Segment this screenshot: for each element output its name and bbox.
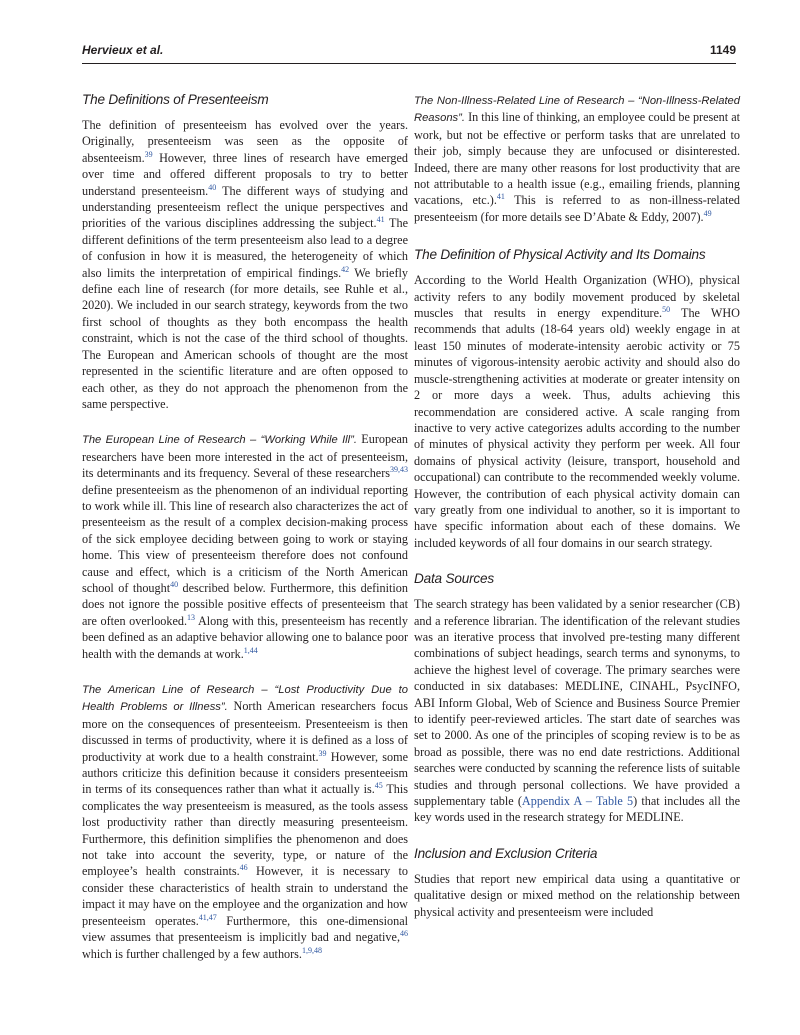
paragraph-inclusion-criteria: Studies that report new empirical data using a quantitative or qualitative design or mixed method on the relationship between physical activity and presenteeism were included [414,871,740,919]
paragraph-data-sources: The search strategy has been validated by a senior researcher (CB) and a reference librarian. The identification of the relevant studies was an iterative process that involved pre-testing many different combinations of subject headings, search terms and synonyms, to achieve the highest level of coverage. The primary searches were conducted in six databases: MEDLINE, CINAHL, PsycINFO, ABI Inform Global, Web of Science and Business Source Premier to identify peer-reviewed articles. The start date of searches was set to 2000. As one of the principles of scoping review is to be as broad as possible, there was no end date restrictions. Additional searches were conducted by scanning the reference lists of suitable studies and through personal collections. We have provided a supplementary table (Appendix A – Table 5) that includes all the key words used in the research strategy for MEDLINE. [414,597,740,825]
page-number: 1149 [709,43,736,57]
citation-link[interactable]: 39,43 [390,465,408,475]
citation-link[interactable]: 40 [208,182,217,192]
citation-link[interactable]: 46 [400,929,408,939]
section-heading-physical-activity: The Definition of Physical Activity and Its Domains [414,247,706,263]
section-heading-data-sources: Data Sources [414,571,494,587]
citation-link[interactable]: 46 [239,863,248,873]
citation-link[interactable]: 13 [187,612,196,622]
paragraph-european-line: The European Line of Research – “Working While Ill”. European researchers have been more interested in the act of presenteeism, its determinants and its frequency. Several of these researchers$^{39,43}$ define presenteeism as the phenomenon of an individual reporting to work while ill. This line of research also characterizes the act of presenteeism as the result of a complex decision-making process of the sick employee deciding between going to work or staying home. This view of presenteeism therefore does not confound cause and effect, which is a criticism of the North American school of thought$^{40}$ described below. Furthermore, this definition does not ignore the possible positive effects of presenteeism that are often overlooked.$^{13}$ Along with this, presenteeism has recently been defined as an adaptive behavior allowing one to balance poor health with the demands at work.$^{1,44}$ [82,432,409,661]
citation-link[interactable]: 49 [703,208,712,218]
run-in-heading-non-illness: The Non-Illness-Related Line of Research – “Non-Illness-Related Reasons”. [414,95,740,125]
paragraph-non-illness-line: The Non-Illness-Related Line of Research – “Non-Illness-Related Reasons”. In this line of thinking, an employee could be present at work, but not be effective or perform tasks that are unrelated to their job, simply because they are unfocused or disinterested. Indeed, there are many other reasons for lost productivity that are not attributable to a health issue (e.g., emailing friends, planning vacations, etc.).$^{41}$ This is referred to as non-illness-related presenteeism (for more details see D’Abate & Eddy, 2007).$^{49}$ [414,95,740,224]
paragraph-physical-activity: According to the World Health Organization (WHO), physical activity refers to any bodily movement produced by skeletal muscles that results in energy expenditure.$^{50}$ The WHO recommends that adults (18-64 years old) weekly engage in at least 150 minutes of moderate-intensity aerobic activity or 75 minutes of vigorous-intensity aerobic activity and should also do muscle-strengthening activities at moderate or greater intensity on 2 or more days a week. Thus, adults achieving this recommendation are considered active. A scale ranging from inactive to very active categorizes adults according to the number of minutes of physical activity they perform per week. All four domains of physical activity (leisure, transport, household and occupational) can contribute to the recommended weekly volume. However, the contribution of each physical activity domain can vary greatly from one individual to another, so it is important to have specific information about each of these domains. We included keywords of all four domains in our search strategy. [414,273,740,550]
citation-link[interactable]: 40 [170,579,179,589]
section-heading-definitions-presenteeism: The Definitions of Presenteeism [82,92,269,107]
citation-link[interactable]: 42 [341,264,350,274]
citation-link[interactable]: 50 [662,305,671,314]
section-heading-inclusion-exclusion: Inclusion and Exclusion Criteria [414,845,598,861]
left-column [82,92,408,962]
running-header [82,40,736,64]
paragraph-american-line: The American Line of Research – “Lost Productivity Due to Health Problems or Illness”. North American researchers focus more on the consequences of presenteeism. Presenteeism is then discussed in terms of productivity, where it is defined as a loss of productivity at work due to a health constraint.$^{39}$ However, some authors criticize this definition because it considers presenteeism in terms of its consequences rather than what it actually is.$^{45}$ This complicates the way presenteeism is measured, as the tools assess lost productivity rather than directly measuring presenteeism. Furthermore, this definition simplifies the phenomenon and does not take into account the severity, type, or nature of the employee’s health constraints.$^{46}$ However, it is necessary to consider these characteristics of health strain to understand the impact it may have on the employee and the organization and how presenteeism operates.$^{41,47}$ Furthermore, this one-dimensional view assumes that presenteeism is implicitly bad and negative,$^{46}$ which is further challenged by a few authors.$^{1,9,48}$ [82,684,408,961]
citation-link[interactable]: 41 [496,192,505,202]
citation-link[interactable]: 45 [374,781,383,791]
right-column [414,92,740,920]
appendix-link[interactable]: Appendix A – Table 5 [521,794,634,809]
run-in-heading-european: The European Line of Research – “Working While Ill”. [82,434,357,447]
citation-link[interactable]: 1,9,48 [301,945,322,955]
citation-link[interactable]: 41 [376,215,385,225]
paragraph-presenteeism-intro: The definition of presenteeism has evolved over the years. Originally, presenteeism was seen as the opposite of absenteeism.$^{39}$ However, three lines of research have emerged over time and offered different proposals to try to better understand presenteeism.$^{40}$ The different ways of studying and understanding presenteeism reflect the unique perspectives and priorities of the various disciplines addressing the subject.$^{41}$ The different definitions of the term presenteeism also lead to a degree of confusion in how it is measured, the heterogeneity of which also limits the interpretation of empirical findings.$^{42}$ We briefly define each line of research (for more details, see Ruhle et al., 2020). We included in our search strategy, keywords from the two first school of thoughts as they both encompass the health constraint, which is not the case of the third school of thoughts. The European and American schools of thought are the most represented in the scientific literature and are often opposed to each other, as they do not approach the phenomenon from the same perspective. [82,118,408,411]
citation-link[interactable]: 1,44 [243,645,258,655]
run-in-heading-american: The American Line of Research – “Lost Productivity Due to Health Problems or Illness”. [82,684,408,714]
citation-link[interactable]: 41,47 [198,912,217,922]
citation-link[interactable]: 39 [318,748,327,758]
running-header-authors: Hervieux et al. [82,43,164,57]
citation-link[interactable]: 39 [144,149,153,159]
